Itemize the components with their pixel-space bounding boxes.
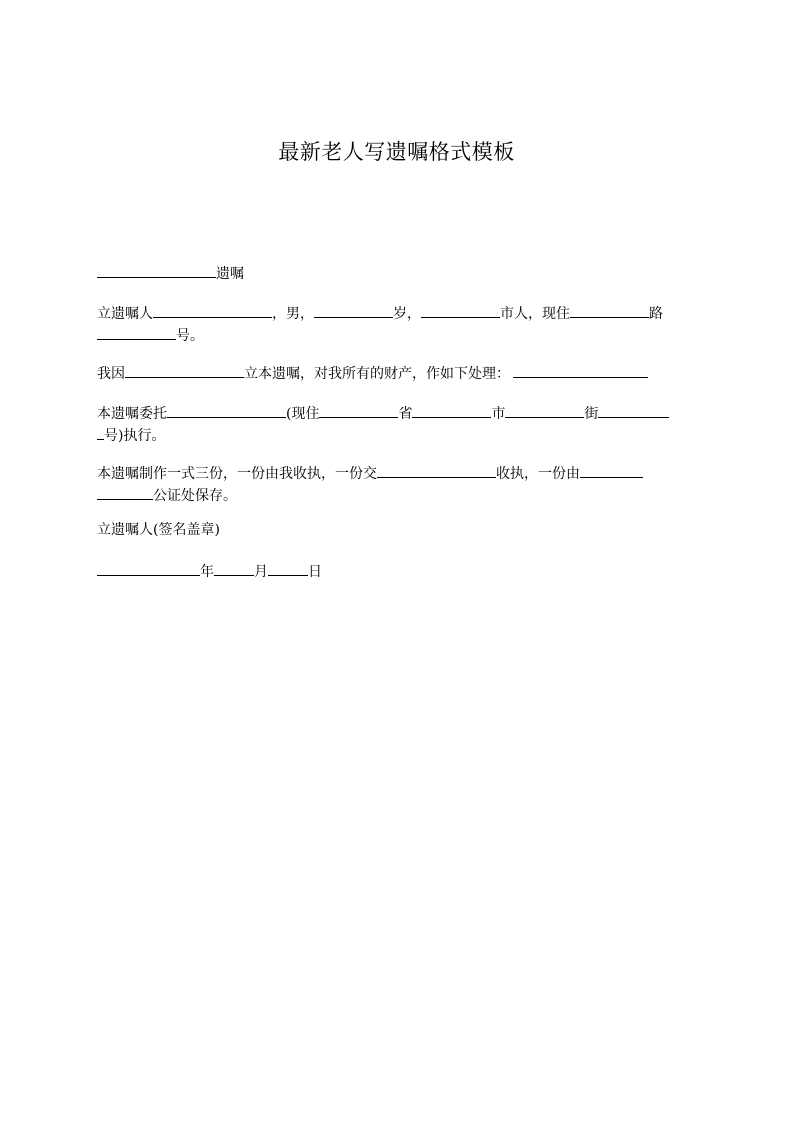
province-blank[interactable] [319,401,398,418]
execution-text: 号)执行。 [104,428,166,444]
copies-line-2 [97,483,697,507]
city-unit: 市 [491,406,506,422]
copies-text: 本遗嘱制作一式三份，一份由我收执，一份交 [97,466,377,482]
road-unit: 路 [649,306,663,322]
notary-blank[interactable] [580,461,643,478]
disposition-text: 立本遗嘱，对我所有的财产，作如下处理： [244,366,510,382]
city-blank[interactable] [421,301,500,318]
executor-number-blank[interactable] [598,401,669,418]
day-unit: 日 [308,564,322,580]
month-unit: 月 [254,564,268,580]
executor-number-blank-cont[interactable] [97,423,104,440]
reason-blank[interactable] [125,361,244,378]
disposition-blank[interactable] [513,361,648,378]
gender-text: ，男， [272,306,314,322]
province-unit: 省 [398,406,413,422]
reason-line [97,361,697,385]
year-blank[interactable] [97,559,200,576]
residence-label: 市人，现住 [500,306,570,322]
street-blank[interactable] [505,401,584,418]
number-blank[interactable] [97,323,176,340]
name-blank[interactable] [97,261,216,278]
age-unit: 岁， [393,306,421,322]
testator-info-line-1 [97,301,697,325]
date-line [97,559,697,583]
day-blank[interactable] [268,559,308,576]
reason-label: 我因 [97,366,125,382]
holder-blank[interactable] [377,461,496,478]
executor-line-1 [97,401,697,425]
executor-line-2 [97,423,697,447]
street-unit: 街 [584,406,599,422]
year-unit: 年 [200,564,214,580]
heading-suffix: 遗嘱 [216,266,244,282]
age-blank[interactable] [314,301,393,318]
testator-label: 立遗嘱人 [97,306,153,322]
month-blank[interactable] [214,559,254,576]
executor-label: 本遗嘱委托 [97,406,167,422]
copies-line-1 [97,461,697,485]
executor-city-blank[interactable] [412,401,491,418]
signature-line: 立遗嘱人(签名盖章) [97,522,220,538]
executor-residence-label: (现住 [286,406,320,422]
will-heading [97,261,697,285]
notary-text: 公证处保存。 [153,488,237,504]
holder-text: 收执，一份由 [496,466,580,482]
document-title: 最新老人写遗嘱格式模板 [278,140,515,164]
executor-name-blank[interactable] [167,401,286,418]
road-blank[interactable] [570,301,649,318]
testator-name-blank[interactable] [153,301,272,318]
notary-blank-cont[interactable] [97,483,153,500]
testator-info-line-2 [97,323,697,347]
number-unit: 号。 [176,328,204,344]
